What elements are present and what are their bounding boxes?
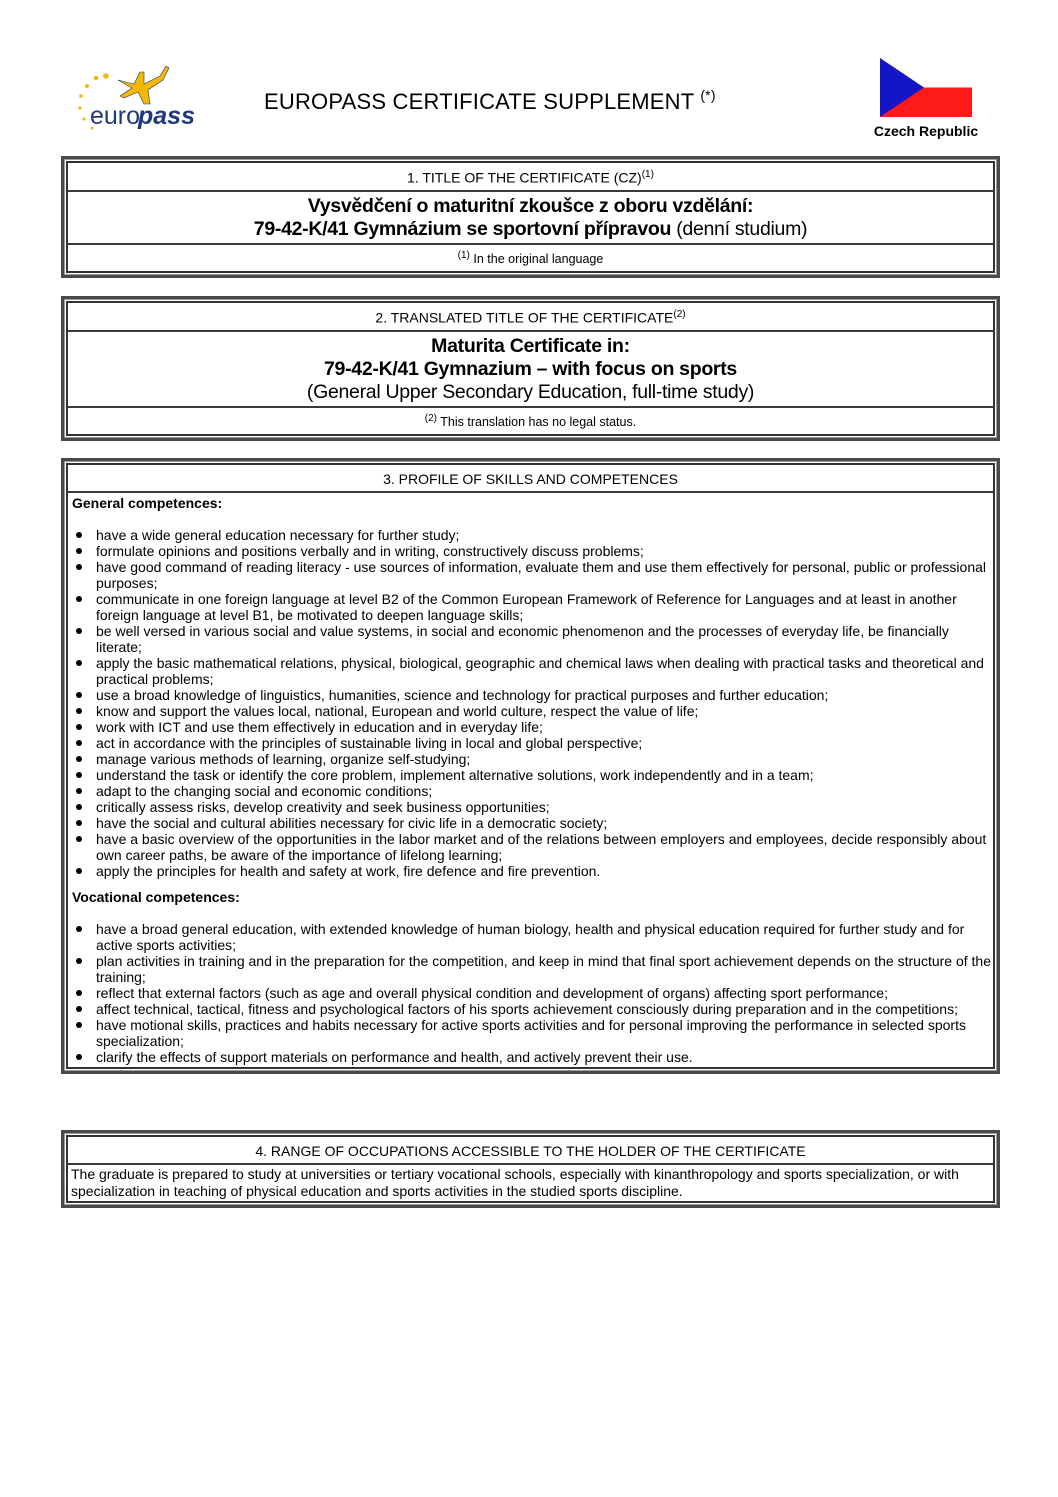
translated-title: [68, 332, 993, 408]
bullet-icon: [76, 958, 82, 964]
competence-item: [72, 831, 991, 863]
vocational-competences-heading: Vocational competences:: [72, 889, 240, 905]
original-title: [68, 192, 993, 245]
competence-item-text: work with ICT and use them effectively in education and in everyday life;: [96, 719, 543, 735]
section1-note-text: In the original language: [473, 251, 604, 266]
bullet-icon: [76, 740, 82, 746]
original-title-study-mode: (denní studium): [676, 217, 808, 240]
competence-item: [72, 687, 991, 703]
section1-note-mark: (1): [457, 249, 470, 261]
section-translated-title: [61, 296, 1000, 441]
country-flag-block: [866, 58, 996, 139]
competence-item-text: plan activities in training and in the preparation for the competition, and keep in mind that final sport achievement depends on the structure of the training;: [96, 953, 991, 985]
competence-item: [72, 799, 991, 815]
competence-item-text: affect technical, tactical, fitness and psychological factors of his sports achievement consciously during preparation and in the competitions;: [96, 1001, 958, 1017]
bullet-icon: [76, 820, 82, 826]
competence-item: [72, 655, 991, 687]
competence-item: [72, 985, 991, 1001]
general-competences-list: [72, 527, 991, 879]
general-competences-heading: General competences:: [72, 495, 223, 511]
bullet-icon: [76, 836, 82, 842]
bullet-icon: [76, 564, 82, 570]
competence-item-text: manage various methods of learning, organize self-studying;: [96, 751, 471, 767]
bullet-icon: [76, 804, 82, 810]
page-header: [0, 0, 1058, 150]
bullet-icon: [76, 1054, 82, 1060]
competence-item-text: have good command of reading literacy - use sources of information, evaluate them and use them effectively for personal, public or professional purposes;: [96, 559, 987, 591]
competence-item: [72, 543, 991, 559]
bullet-icon: [76, 692, 82, 698]
section-title-of-certificate: [61, 156, 1000, 278]
competence-item: [72, 953, 991, 985]
competence-item-text: use a broad knowledge of linguistics, humanities, science and technology for practical purposes and further education;: [96, 687, 829, 703]
bullet-icon: [76, 532, 82, 538]
competence-item: [72, 767, 991, 783]
bullet-icon: [76, 868, 82, 874]
competence-item-text: have the social and cultural abilities necessary for civic life in a democratic society;: [96, 815, 608, 831]
bullet-icon: [76, 772, 82, 778]
competence-item: [72, 623, 991, 655]
logo-text-pass: pass: [138, 102, 195, 130]
competence-item: [72, 591, 991, 623]
competence-item-text: have motional skills, practices and habits necessary for active sports activities and for personal improving the performance in selected sports specialization;: [96, 1017, 966, 1049]
competence-item-text: have a basic overview of the opportunities in the labor market and of the relations between employers and employees, decide responsibly about own career paths, be aware of the importance of lifelong learning;: [96, 831, 987, 863]
competence-item: [72, 559, 991, 591]
section3-heading: [68, 465, 993, 493]
competence-item-text: adapt to the changing social and economic conditions;: [96, 783, 433, 799]
competence-item: [72, 815, 991, 831]
bullet-icon: [76, 756, 82, 762]
original-title-line2: [68, 218, 993, 241]
translated-title-line2: 79-42-K/41 Gymnazium – with focus on sports: [324, 357, 737, 380]
section4-heading: [68, 1137, 993, 1165]
runner-figure-icon: [118, 66, 169, 104]
competence-item-text: act in accordance with the principles of sustainable living in local and global perspective;: [96, 735, 643, 751]
translated-title-line1: Maturita Certificate in:: [431, 334, 630, 357]
original-title-program: 79-42-K/41 Gymnázium se sportovní přípravou: [253, 217, 672, 240]
competence-item: [72, 751, 991, 767]
competence-item-text: know and support the values local, national, European and world culture, respect the value of life;: [96, 703, 699, 719]
section-skills-competences: [61, 458, 1000, 1074]
competence-item-text: apply the basic mathematical relations, physical, biological, geographic and chemical laws when dealing with practical tasks and theoretical and practical problems;: [96, 655, 984, 687]
europass-logo: [68, 58, 208, 138]
bullet-icon: [76, 990, 82, 996]
section2-note: [68, 408, 993, 434]
bullet-icon: [76, 628, 82, 634]
bullet-icon: [76, 548, 82, 554]
bullet-icon: [76, 660, 82, 666]
competence-item-text: have a wide general education necessary for further study;: [96, 527, 460, 543]
competence-item-text: be well versed in various social and value systems, in social and economic phenomenon and the processes of everyday life, be financially literate;: [96, 623, 949, 655]
translated-title-line3: (General Upper Secondary Education, full-time study): [306, 380, 755, 403]
competence-item: [72, 735, 991, 751]
bullet-icon: [76, 596, 82, 602]
czech-flag-icon: [880, 58, 972, 117]
occupations-text: The graduate is prepared to study at universities or tertiary vocational schools, especially with kinanthropology and sports specialization, or with specialization in teaching of physical education and sports activities in the studied sports discipline.: [71, 1166, 959, 1199]
competence-item: [72, 921, 991, 953]
competence-item-text: formulate opinions and positions verbally and in writing, constructively discuss problems;: [96, 543, 644, 559]
competence-item-text: understand the task or identify the core problem, implement alternative solutions, work independently and in a team;: [96, 767, 814, 783]
competence-item-text: have a broad general education, with extended knowledge of human biology, health and physical education required for further study and for active sports activities;: [96, 921, 965, 953]
original-title-line1: Vysvědčení o maturitní zkoušce z oboru vzdělání:: [307, 194, 754, 217]
section1-heading-mark: (1): [641, 169, 654, 180]
vocational-competences-list: [72, 921, 991, 1065]
bullet-icon: [76, 724, 82, 730]
competence-item-text: clarify the effects of support materials on performance and health, and actively prevent their use.: [96, 1049, 693, 1065]
document-title-text: EUROPASS CERTIFICATE SUPPLEMENT: [264, 89, 694, 114]
bullet-icon: [76, 708, 82, 714]
section2-heading-text: 2. TRANSLATED TITLE OF THE CERTIFICATE: [375, 309, 674, 326]
bullet-icon: [76, 1006, 82, 1012]
competence-item-text: critically assess risks, develop creativity and seek business opportunities;: [96, 799, 550, 815]
competence-item-text: reflect that external factors (such as age and overall physical condition and development of organs) affecting sport performance;: [96, 985, 888, 1001]
bullet-icon: [76, 788, 82, 794]
section1-note: [68, 245, 993, 271]
bullet-icon: [76, 1022, 82, 1028]
section-occupations: [61, 1130, 1000, 1208]
section3-heading-text: 3. PROFILE OF SKILLS AND COMPETENCES: [383, 471, 678, 487]
section2-note-text: This translation has no legal status.: [440, 414, 637, 429]
section1-heading: [68, 163, 993, 192]
competence-item: [72, 1001, 991, 1017]
competence-item: [72, 863, 991, 879]
competence-item: [72, 783, 991, 799]
competence-item-text: communicate in one foreign language at level B2 of the Common European Framework of Reference for Languages and at least in another foreign language at level B1, be motivated to deepen language skills;: [96, 591, 957, 623]
competence-item-text: apply the principles for health and safety at work, fire defence and fire prevention.: [96, 863, 601, 879]
section2-heading: [68, 303, 993, 332]
competence-item: [72, 1049, 991, 1065]
competence-item: [72, 703, 991, 719]
competence-item: [72, 1017, 991, 1049]
competence-item: [72, 719, 991, 735]
section4-heading-text: 4. RANGE OF OCCUPATIONS ACCESSIBLE TO THE HOLDER OF THE CERTIFICATE: [255, 1143, 806, 1159]
bullet-icon: [76, 926, 82, 932]
country-name: Czech Republic: [873, 123, 979, 139]
competences-body: [68, 493, 993, 1067]
document-title: [264, 87, 716, 115]
document-title-mark: (*): [700, 87, 716, 103]
section2-note-mark: (2): [424, 412, 438, 424]
section1-heading-text: 1. TITLE OF THE CERTIFICATE (CZ): [407, 169, 642, 186]
logo-text-euro: euro: [90, 102, 141, 130]
section2-heading-mark: (2): [673, 309, 686, 320]
competence-item: [72, 527, 991, 543]
